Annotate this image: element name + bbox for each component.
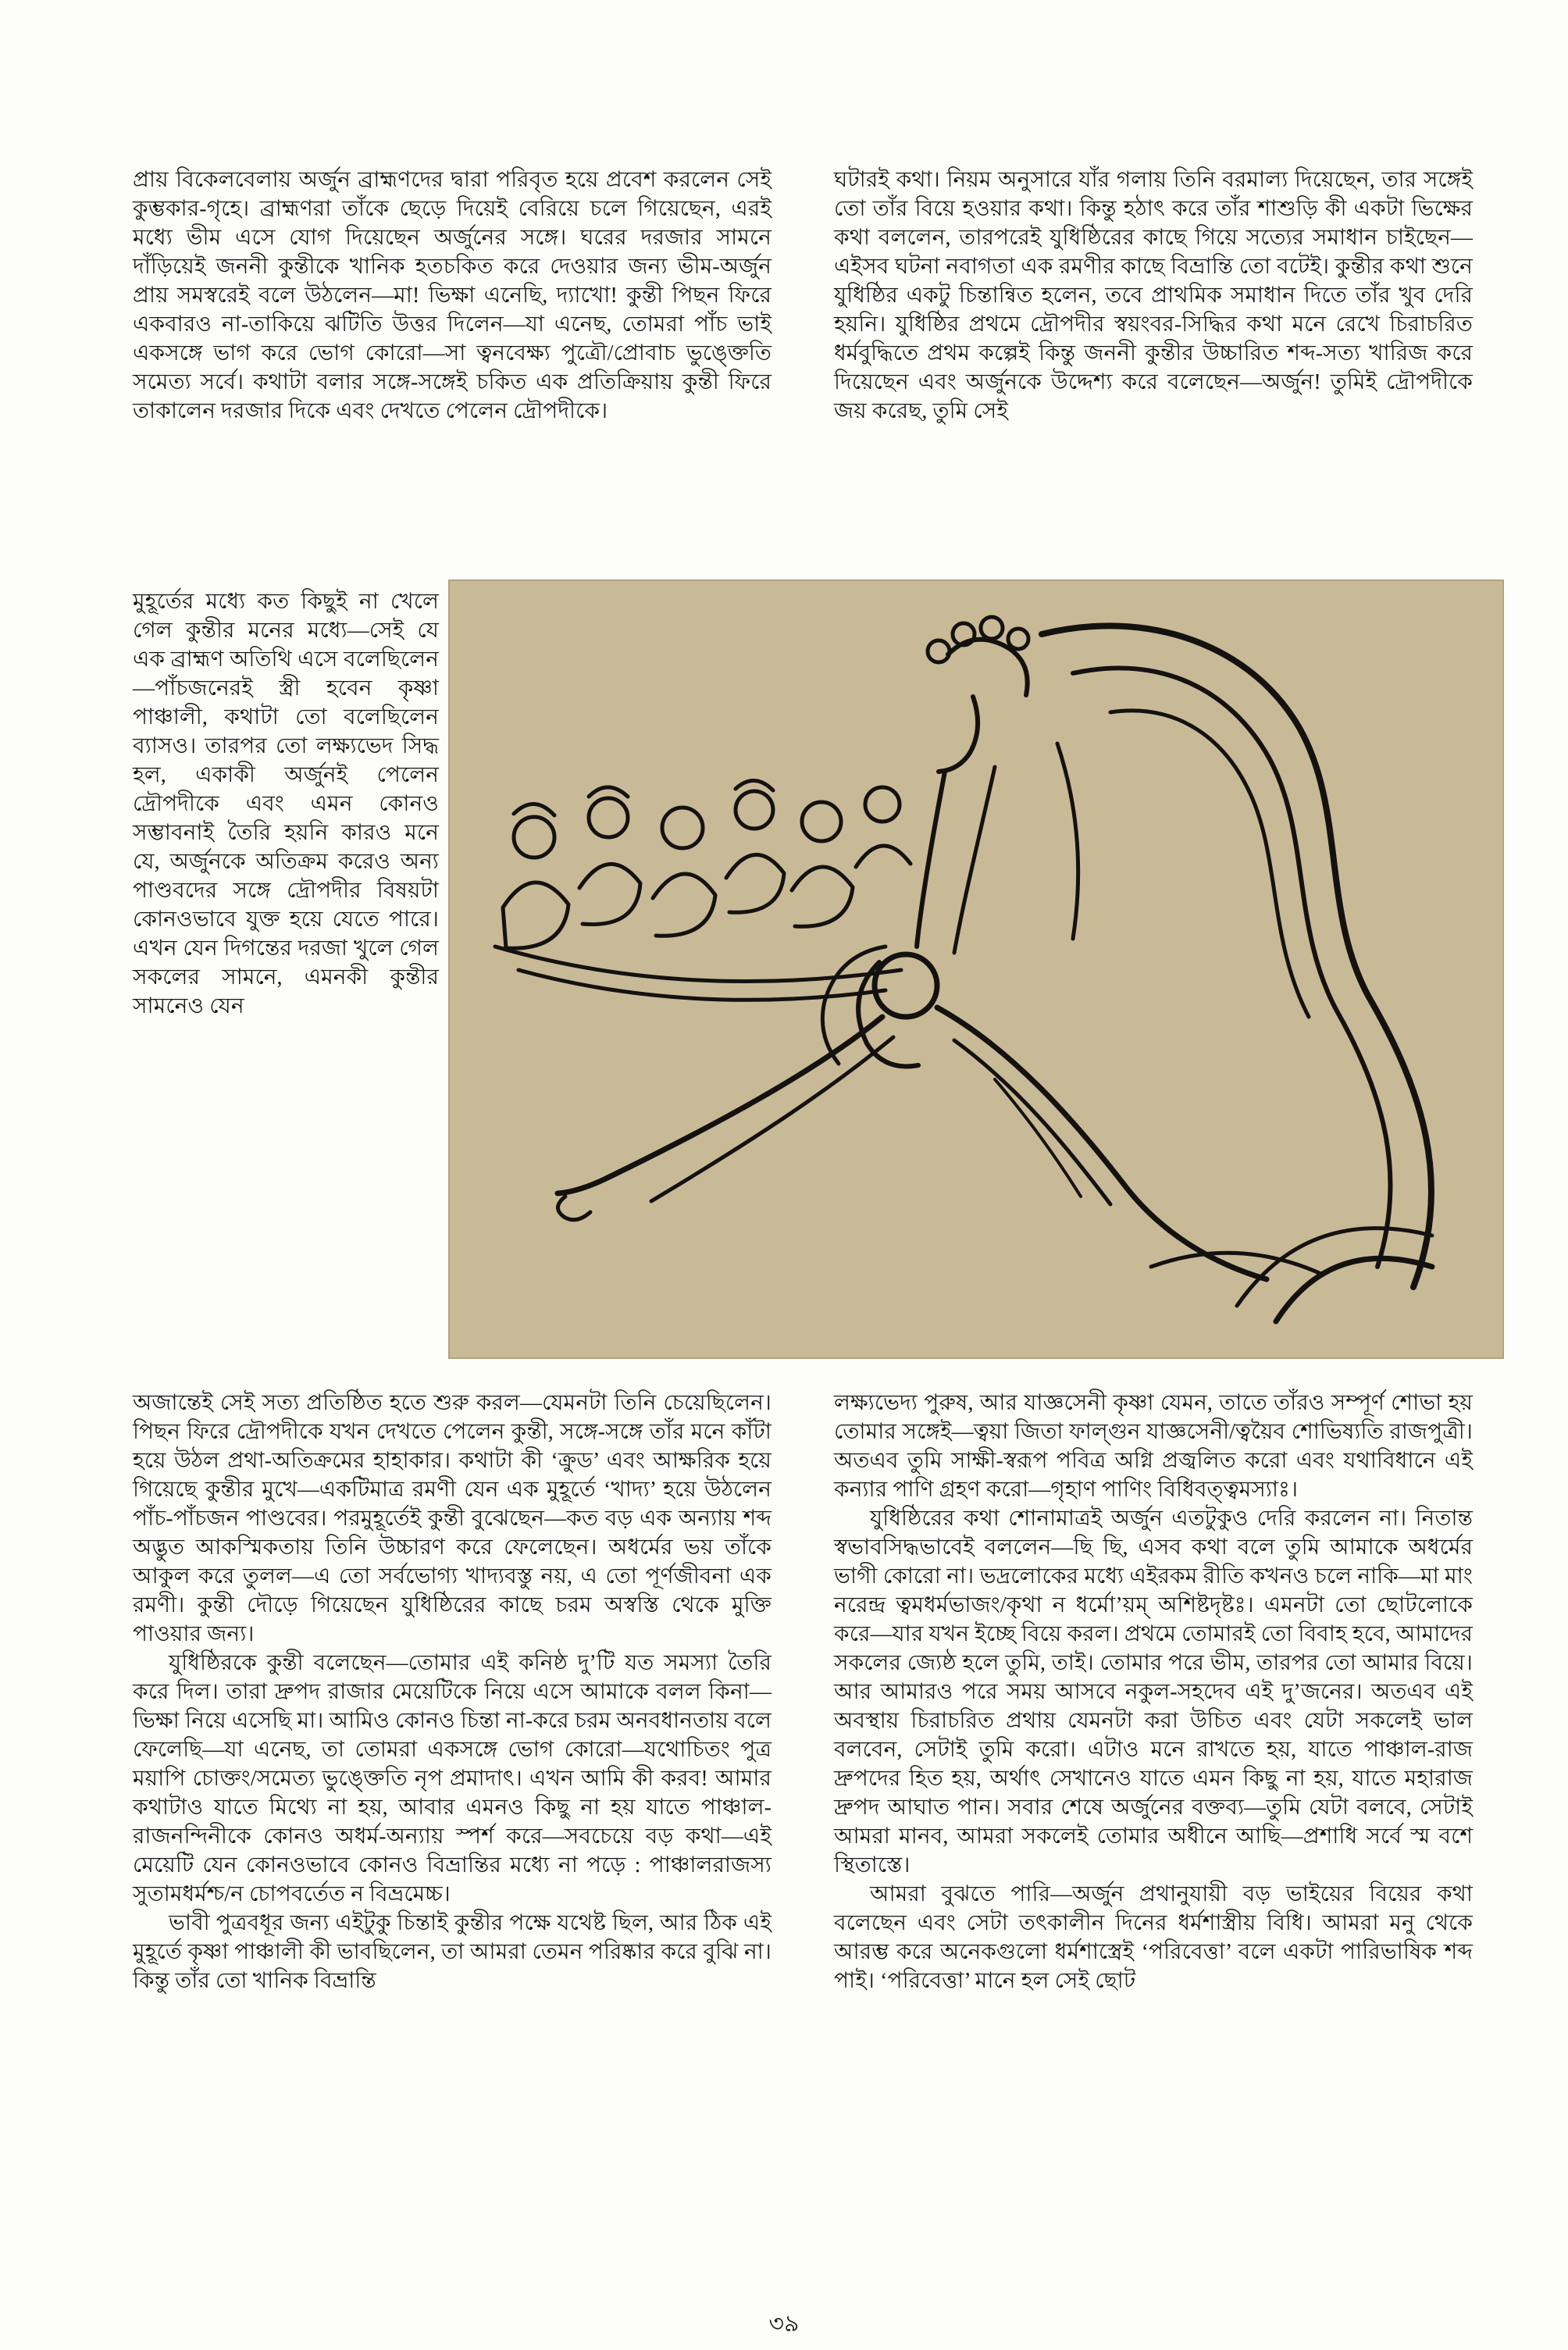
paragraph: অজান্তেই সেই সত্য প্রতিষ্ঠিত হতে শুরু করল—যেমনটা তিনি চেয়েছিলেন। পিছন ফিরে দ্রৌপদীকে যখন দেখতে পেলেন কুন্তী, সঙ্গে-সঙ্গে তাঁর মনে কাঁটা হয়ে উঠল প্রথা-অতিক্রমের হাহাকার। কথাটা কী ‘ক্রুড’ এবং আক্ষরিক হয়ে গিয়েছে কুন্তীর মুখে—একটিমাত্র রমণী যেন এক মুহূর্তে ‘খাদ্য’ হয়ে উঠলেন পাঁচ-পাঁচজন পাণ্ডবের। পরমুহূর্তেই কুন্তী বুঝেছেন—কত বড় এক অন্যায় শব্দ অদ্ভুত আকস্মিকতায় তিনি উচ্চারণ করে ফেলেছেন। অধর্মের ভয় তাঁকে আকুল করে তুলল—এ তো সর্বভোগ্য খাদ্যবস্তু নয়, এ তো পূর্ণজীবনা এক রমণী। কুন্তী দৌড়ে গিয়েছেন যুধিষ্ঠিরের কাছে চরম অস্বস্তি থেকে মুক্তি পাওয়ার জন্য। [133, 1391, 772, 1646]
page-number: ৩৯ [768, 2311, 800, 2337]
right-column-bottom [834, 1389, 1473, 1995]
paragraph: প্রায় বিকেলবেলায় অর্জুন ব্রাহ্মণদের দ্বারা পরিবৃত হয়ে প্রবেশ করলেন সেই কুম্ভকার-গৃহে। ব্রাহ্মণরা তাঁকে ছেড়ে দিয়েই বেরিয়ে চলে গিয়েছেন, এরই মধ্যে ভীম এসে যোগ দিয়েছেন অর্জুনের সঙ্গে। ঘরের দরজার সামনে দাঁড়িয়েই জননী কুন্তীকে খানিক হতচকিত করে দেওয়ার জন্য ভীম-অর্জুন প্রায় সমস্বরেই বলে উঠলেন—মা! ভিক্ষা এনেছি, দ্যাখো! কুন্তী পিছন ফিরে একবারও না-তাকিয়ে ঝটিতি উত্তর দিলেন—যা এনেছ, তোমরা পাঁচ ভাই একসঙ্গে ভাগ করে ভোগ কোরো—সা ত্বনবেক্ষ্য পুত্রৌ/প্রোবাচ ভুঙ্ক্তেতি সমেত্য সর্বে। কথাটা বলার সঙ্গে-সঙ্গেই চকিত এক প্রতিক্রিয়ায় কুন্তী ফিরে তাকালেন দরজার দিকে এবং দেখতে পেলেন দ্রৌপদীকে। [133, 168, 772, 423]
left-column-top [133, 166, 772, 426]
paragraph: আমরা বুঝতে পারি—অর্জুন প্রথানুযায়ী বড় ভাইয়ের বিয়ের কথা বলেছেন এবং সেটা তৎকালীন দিনের ধর্মশাস্ত্রীয় বিধি। আমরা মনু থেকে আরম্ভ করে অনেকগুলো ধর্মশাস্ত্রেই ‘পরিবেত্তা’ বলে একটা পারিভাষিক শব্দ পাই। ‘পরিবেত্তা’ মানে হল সেই ছোট [834, 1882, 1473, 1993]
paragraph: ভাবী পুত্রবধূর জন্য এইটুকু চিন্তাই কুন্তীর পক্ষে যথেষ্ট ছিল, আর ঠিক এই মুহূর্তে কৃষ্ণা পাঞ্চালী কী ভাবছিলেন, তা আমরা তেমন পরিষ্কার করে বুঝি না। কিন্তু তাঁর তো খানিক বিভ্রান্তি [133, 1911, 772, 1993]
paragraph: যুধিষ্ঠিরকে কুন্তী বলেছেন—তোমার এই কনিষ্ঠ দু’টি যত সমস্যা তৈরি করে দিল। তারা দ্রুপদ রাজার মেয়েটিকে নিয়ে এসে আমাকে বলল কিনা—ভিক্ষা নিয়ে এসেছি মা। আমিও কোনও চিন্তা না-করে চরম অনবধানতায় বলে ফেলেছি—যা এনেছ, তা তোমরা একসঙ্গে ভোগ কোরো—যথোচিতং পুত্র ময়াপি চোক্তং/সমেত্য ভুঙ্ক্তেতি নৃপ প্রমাদাৎ। এখন আমি কী করব! আমার কথাটাও যাতে মিথ্যে না হয়, আবার এমনও কিছু না হয় যাতে পাঞ্চাল-রাজনন্দিনীকে কোনও অধর্ম-অন্যায় স্পর্শ করে—সবচেয়ে বড় কথা—এই মেয়েটি যেন কোনওভাবে কোনও বিভ্রান্তির মধ্যে না পড়ে : পাঞ্চালরাজস্য সুতামধর্মশ্চ/ন চোপবর্তেত ন বিভ্রমেচ্চ। [133, 1651, 772, 1906]
right-column-top [834, 166, 1473, 426]
paragraph: মুহূর্তের মধ্যে কত কিছুই না খেলে গেল কুন্তীর মনের মধ্যে—সেই যে এক ব্রাহ্মণ অতিথি এসে বলেছিলেন—পাঁচজনেরই স্ত্রী হবেন কৃষ্ণা পাঞ্চালী, কথাটা তো বলেছিলেন ব্যাসও। তারপর তো লক্ষ্যভেদ সিদ্ধ হল, একাকী অর্জুনই পেলেন দ্রৌপদীকে এবং এমন কোনও সম্ভাবনাই তৈরি হয়নি কারও মনে যে, অর্জুনকে অতিক্রম করেও অন্য পাণ্ডবদের সঙ্গে দ্রৌপদীর বিষয়টা কোনওভাবে যুক্ত হয়ে যেতে পারে। এখন যেন দিগন্তের দরজা খুলে গেল সকলের সামনে, এমনকী কুন্তীর সামনেও যেন [133, 590, 439, 1018]
paragraph: ঘটারই কথা। নিয়ম অনুসারে যাঁর গলায় তিনি বরমাল্য দিয়েছেন, তার সঙ্গেই তো তাঁর বিয়ে হওয়ার কথা। কিন্তু হঠাৎ করে তাঁর শাশুড়ি কী একটা ভিক্ষের কথা বললেন, তারপরেই যুধিষ্ঠিরের কাছে গিয়ে সত্যের সমাধান চাইছেন—এইসব ঘটনা নবাগতা এক রমণীর কাছে বিভ্রান্তি তো বটেই। কুন্তীর কথা শুনে যুধিষ্ঠির একটু চিন্তান্বিত হলেন, তবে প্রাথমিক সমাধান দিতে তাঁর খুব দেরি হয়নি। যুধিষ্ঠির প্রথমে দ্রৌপদীর স্বয়ংবর-সিদ্ধির কথা মনে রেখে চিরাচরিত ধর্মবুদ্ধিতে প্রথম কল্পেই কিন্তু জননী কুন্তীর উচ্চারিত শব্দ-সত্য খারিজ করে দিয়েছেন এবং অর্জুনকে উদ্দেশ্য করে বলেছেন—অর্জুন! তুমিই দ্রৌপদীকে জয় করেছ, তুমি সেই [834, 168, 1473, 423]
line-art-drawing [448, 579, 1504, 1359]
paragraph: যুধিষ্ঠিরের কথা শোনামাত্রই অর্জুন এতটুকুও দেরি করলেন না। নিতান্ত স্বভাবসিদ্ধভাবেই বললেন—ছি ছি, এসব কথা বলে তুমি আমাকে অধর্মের ভাগী কোরো না। ভদ্রলোকের মধ্যে এইরকম রীতি কখনও চলে নাকি—মা মাং নরেন্দ্র ত্বমধর্মভাজং/কৃথা ন ধর্মো’য়ম্ অশিষ্টদৃষ্টঃ। এমনটা তো ছোটলোকে করে—যার যখন ইচ্ছে বিয়ে করল। প্রথমে তোমারই তো বিবাহ হবে, আমাদের সকলের জ্যেষ্ঠ হলে তুমি, তাই। তোমার পরে ভীম, তারপর তো আমার বিয়ে। আর আমারও পরে সময় আসবে নকুল-সহদেব এই দু’জনের। অতএব এই অবস্থায় চিরাচরিত প্রথায় যেমনটা করা উচিত এবং যেটা সকলেই ভাল বলবেন, সেটাই তুমি করো। এটাও মনে রাখতে হয়, যাতে পাঞ্চাল-রাজ দ্রুপদের হিত হয়, অর্থাৎ সেখানেও যাতে এমন কিছু না হয়, যাতে মহারাজ দ্রুপদ আঘাত পান। সবার শেষে অর্জুনের বক্তব্য—তুমি যেটা বলবে, সেটাই আমরা মানব, আমরা সকলেই তোমার অধীনে আছি—প্রশাধি সর্বে স্ম বশে স্থিতাস্তে। [834, 1507, 1473, 1878]
illustration [448, 579, 1504, 1359]
paragraph: লক্ষ্যভেদ্য পুরুষ, আর যাজ্ঞসেনী কৃষ্ণা যেমন, তাতে তাঁরও সম্পূর্ণ শোভা হয় তোমার সঙ্গেই—ত্বয়া জিতা ফাল্গুন যাজ্ঞসেনী/ত্বয়ৈব শোভিষ্যতি রাজপুত্রী। অতএব তুমি সাক্ষী-স্বরূপ পবিত্র অগ্নি প্রজ্বলিত করো এবং যথাবিধানে এই কন্যার পাণি গ্রহণ করো—গৃহাণ পাণিং বিধিবত্ত্বমস্যাঃ। [834, 1391, 1473, 1502]
left-column-narrow [133, 587, 439, 1021]
left-column-bottom [133, 1389, 772, 1995]
